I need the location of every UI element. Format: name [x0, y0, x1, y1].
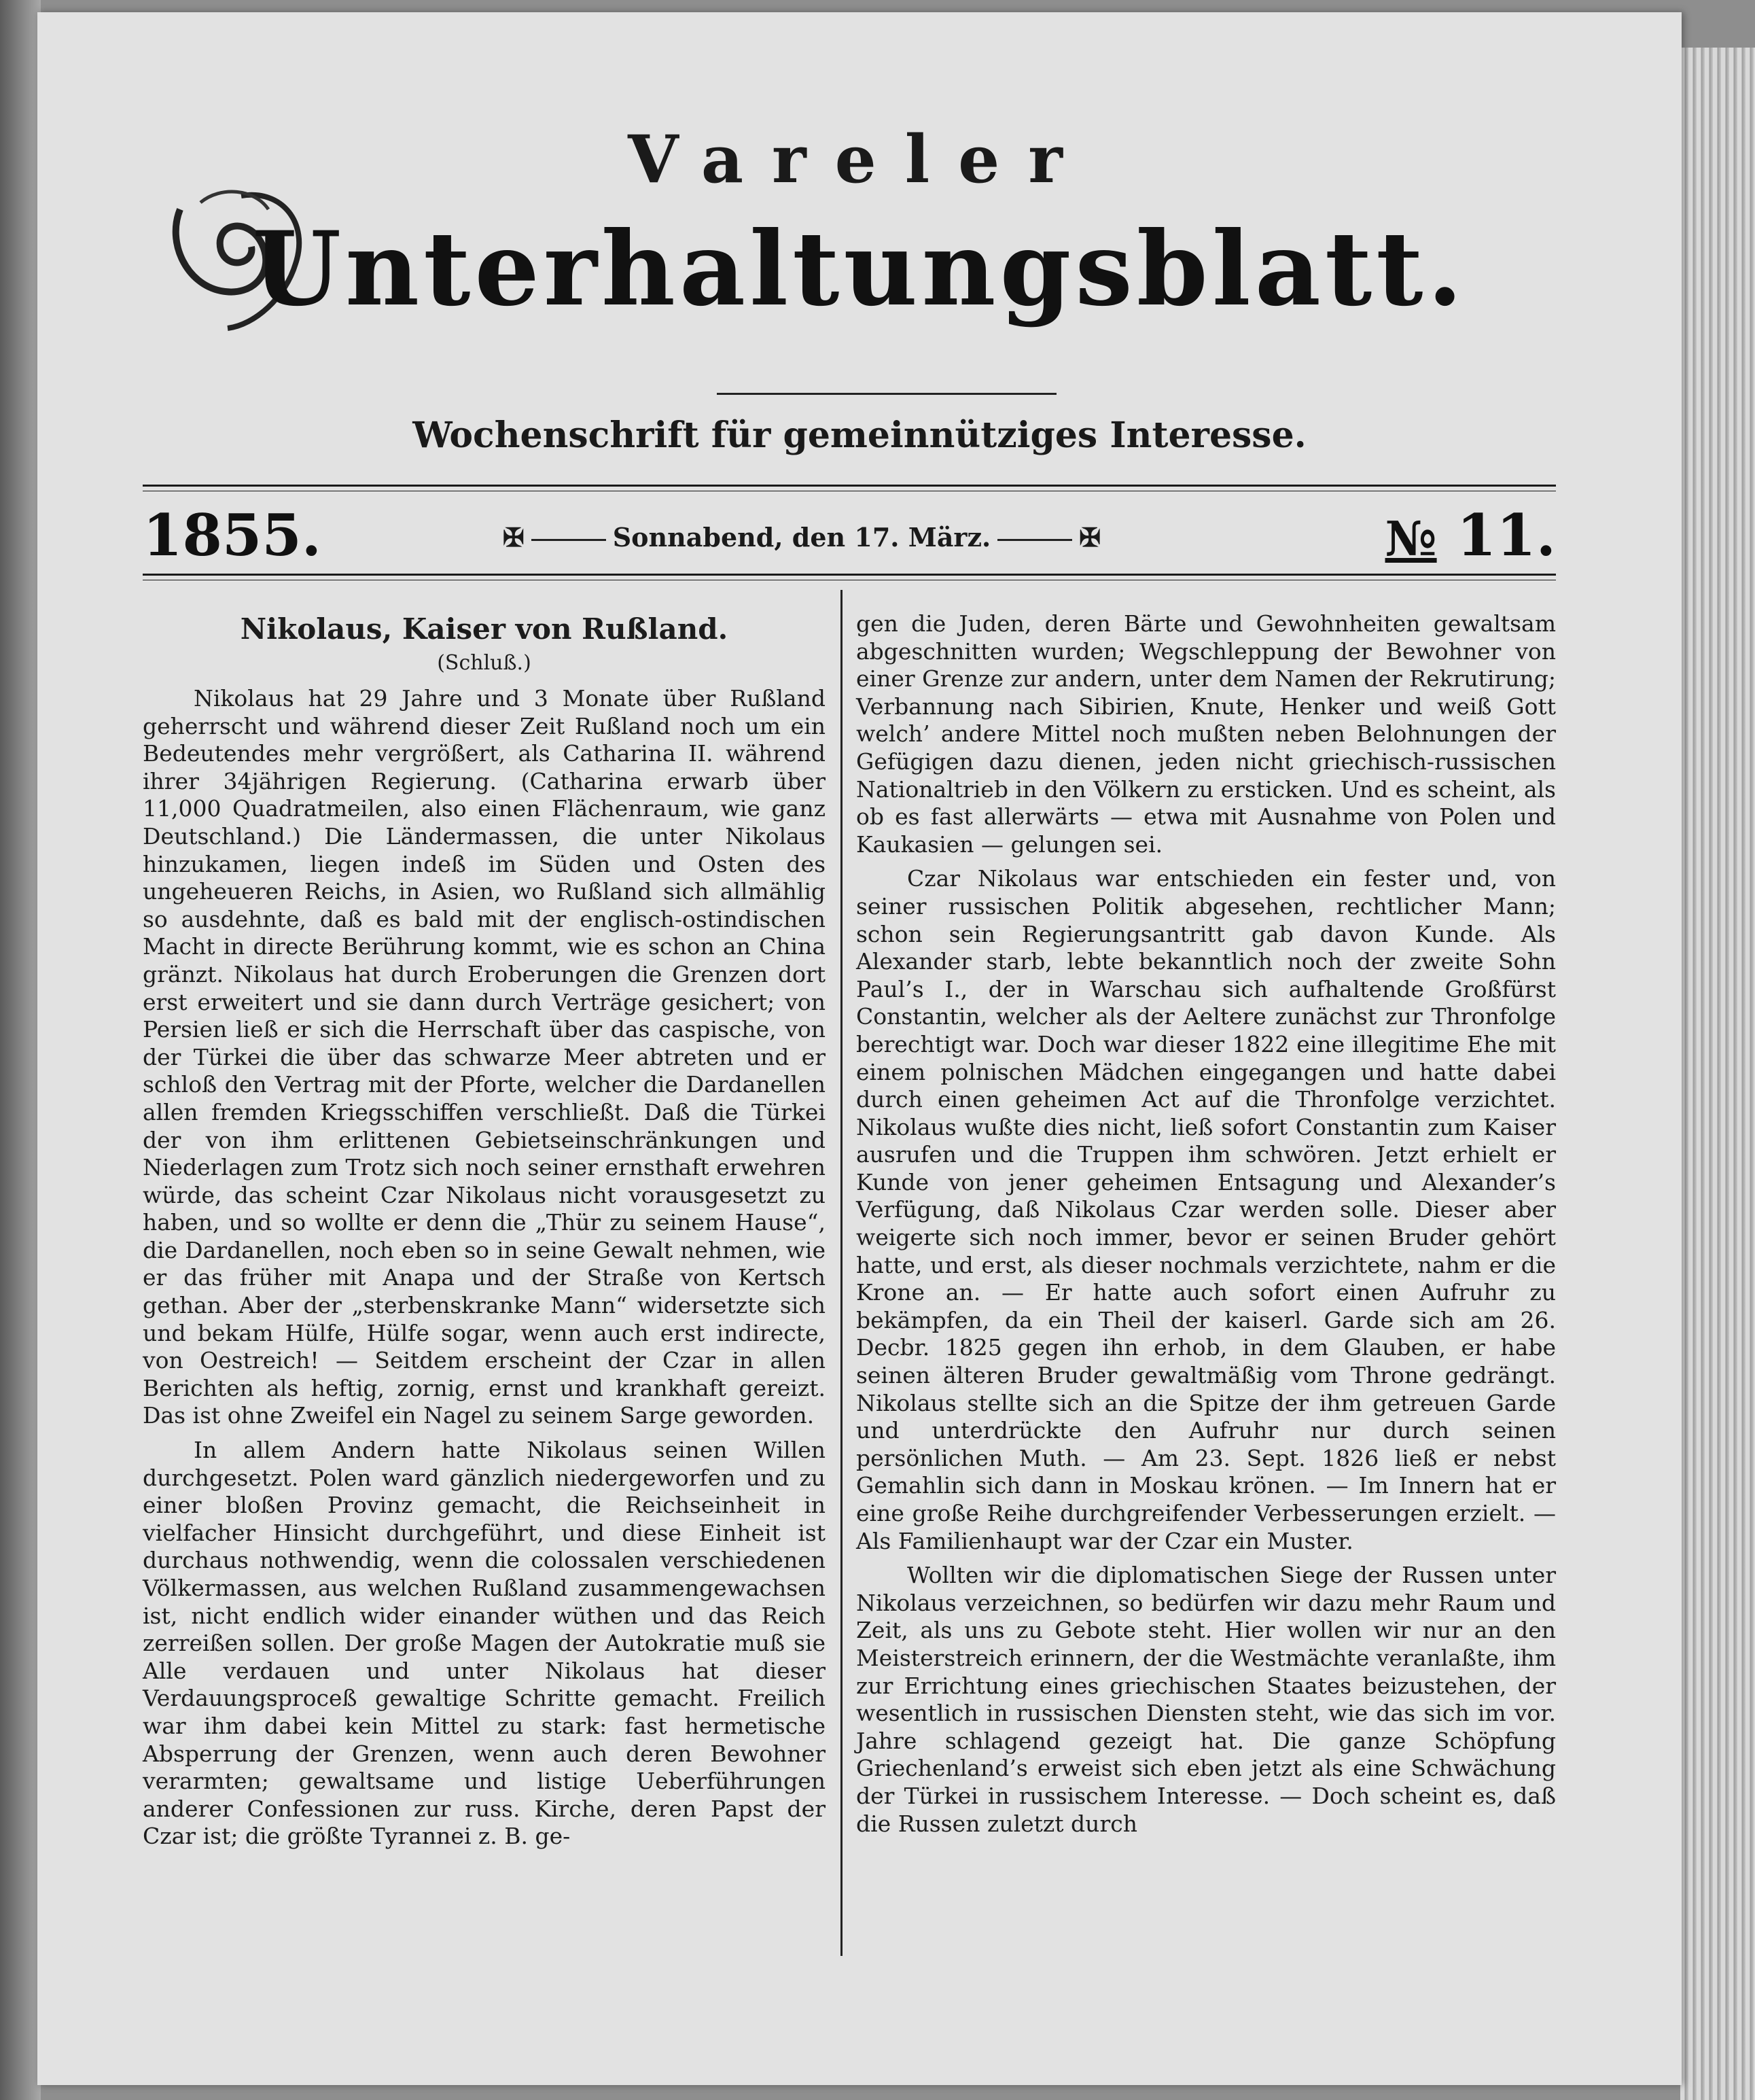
paragraph: Czar Nikolaus war entschieden ein fester und, von seiner russischen Politik abgesehen, rechtlicher Mann; schon sein Regierungsantritt gab davon Kunde. Als Alexander starb, lebte bekanntlich noch der zweite Sohn Paul’s I., der in Warschau sich aufhaltende Großfürst Constantin, welcher als der Aeltere zunächst zur Thronfolge berechtigt war. Doch war dieser 1822 eine illegitime Ehe mit einem polnischen Mädchen eingegangen und hatte dabei durch einen geheimen Act auf die Thronfolge verzichtet. Nikolaus wußte dies nicht, ließ sofort Constantin zum Kaiser ausrufen und die Truppen ihm schwören. Jetzt erhielt er Kunde von jener geheimen Entsagung und Alexander’s Verfügung, daß Nikolaus Czar werden solle. Dieser aber weigerte sich noch immer, bevor er seinen Bruder gehört hatte, und erst, als dieser nochmals verzichtete, nahm er die Krone an. — Er hatte auch sofort einen Aufruhr zu bekämpfen, da ein Theil der kaiserl. Garde sich am 26. Decbr. 1825 gegen ihn erhob, in dem Glauben, er habe seinen älteren Bruder gewaltmäßig vom Throne gedrängt. Nikolaus stellte sich an die Spitze der ihm getreuen Garde und unterdrückte den Aufruhr nur durch seinen persönlichen Muth. — Am 23. Sept. 1826 ließ er nebst Gemahlin sich dann in Moskau krönen. — Im Innern hat er eine große Reihe durchgreifender Verbesserungen erzielt. — Als Familienhaupt war der Czar ein Muster.	[856, 865, 1556, 1554]
paragraph: Wollten wir die diplomatischen Siege der Russen unter Nikolaus verzeichnen, so bedürfen wir dazu mehr Raum und Zeit, als uns zu Gebote steht. Hier wollen wir nur an den Meisterstreich erinnern, der die Westmächte veranlaßte, ihm zur Errichtung eines griechischen Staates beizustehen, der wesentlich in russischen Diensten steht, wie das sich im vor. Jahre schlagend gezeigt hat. Die ganze Schöpfung Griechenland’s erweist sich eben jetzt als eine Schwächung der Türkei in russischem Interesse. — Doch scheint es, daß die Russen zuletzt durch	[856, 1562, 1556, 1837]
issue-number-value: 11.	[1456, 502, 1556, 569]
masthead-title: Unterhaltungsblatt.	[252, 209, 1467, 329]
issue-year: 1855.	[143, 502, 322, 569]
masthead-city: Vareler	[628, 121, 1091, 198]
issue-number-prefix: №	[1385, 510, 1437, 567]
paragraph: gen die Juden, deren Bärte und Gewohnheiten gewaltsam abgeschnitten wurden; Wegschleppung der Bewohner von einer Grenze zur andern, unter dem Namen der Rekrutirung; Verbannung nach Sibirien, Knute, Henker und weiß Gott welch’ andere Mittel noch mußten neben Belohnungen der Gefügigen dazu dienen, jeden nicht griechisch-russischen Nationaltrieb in den Völkern zu ersticken. Und es scheint, als ob es fast allerwärts — etwa mit Ausnahme von Polen und Kaukasien — gelungen sei.	[856, 610, 1556, 858]
column-divider	[840, 590, 843, 1956]
newspaper-page	[37, 12, 1682, 2085]
left-column	[143, 610, 826, 1851]
right-column	[856, 610, 1556, 1838]
ornament-right-icon: ✠	[1079, 522, 1101, 553]
issue-number	[1385, 502, 1556, 569]
ornament-left-icon: ✠	[502, 522, 525, 553]
book-gutter-shadow	[0, 0, 41, 2100]
issue-date: Sonnabend, den 17. März.	[612, 522, 991, 553]
dash-left	[531, 539, 606, 541]
dateline-top-rule	[143, 485, 1556, 491]
masthead-subtitle: Wochenschrift für gemeinnütziges Interesse.	[412, 415, 1307, 456]
issue-date-line	[394, 522, 1209, 553]
dateline-bottom-rule	[143, 574, 1556, 580]
page-stack-edges	[1680, 48, 1755, 2100]
right-column-text	[856, 610, 1556, 1838]
paragraph: Nikolaus hat 29 Jahre und 3 Monate über Rußland geherrscht und während dieser Zeit Rußland noch um ein Bedeutendes mehr vergrößert, als Catharina II. während ihrer 34jährigen Regierung. (Catharina erwarb über 11,000 Quadratmeilen, also einen Flächenraum, wie ganz Deutschland.) Die Ländermassen, die unter Nikolaus hinzukamen, liegen indeß im Süden und Osten des ungeheueren Reichs, in Asien, wo Rußland sich allmählig so ausdehnte, daß es bald mit der englisch-ostindischen Macht in directe Berührung kommt, wie es schon an China gränzt. Nikolaus hat durch Eroberungen die Grenzen dort erst erweitert und sie dann durch Verträge gesichert; von Persien ließ er sich die Herrschaft über das caspische, von der Türkei die über das schwarze Meer abtreten und er schloß den Vertrag mit der Pforte, welcher die Dardanellen allen fremden Kriegsschiffen verschließt. Daß die Türkei der von ihm erlittenen Gebietseinschränkungen und Niederlagen zum Trotz sich noch seiner ernsthaft erwehren würde, das scheint Czar Nikolaus nicht vorausgesetzt zu haben, und so wollte er denn die „Thür zu seinem Hause“, die Dardanellen, noch eben so in seine Gewalt nehmen, wie er das früher mit Anapa und der Straße von Kertsch gethan. Aber der „sterbenskranke Mann“ widersetzte sich und bekam Hülfe, Hülfe sogar, wenn auch erst indirecte, von Oestreich! — Seitdem erscheint der Czar in allen Berichten als heftig, zornig, ernst und krankhaft gereizt. Das ist ohne Zweifel ein Nagel zu seinem Sarge geworden.	[143, 685, 826, 1429]
dash-right	[997, 539, 1072, 541]
left-column-text	[143, 685, 826, 1851]
article-subtitle: (Schluß.)	[437, 651, 531, 675]
article-title: Nikolaus, Kaiser von Rußland.	[240, 612, 728, 646]
dateline	[143, 502, 1556, 576]
paragraph: In allem Andern hatte Nikolaus seinen Willen durchgesetzt. Polen ward gänzlich niedergeworfen und zu einer bloßen Provinz gemacht, die Reichseinheit in vielfacher Hinsicht durchgeführt, und diese Einheit ist durchaus nothwendig, wenn die colossalen verschiedenen Völkermassen, aus welchen Rußland zusammengewachsen ist, nicht endlich wider einander wüthen und das Reich zerreißen sollen. Der große Magen der Autokratie muß sie Alle verdauen und unter Nikolaus hat dieser Verdauungsproceß gewaltige Schritte gemacht. Freilich war ihm dabei kein Mittel zu stark: fast hermetische Absperrung der Grenzen, wenn auch deren Bewohner verarmten; gewaltsame und listige Ueberführungen anderer Confessionen zur russ. Kirche, deren Papst der Czar ist; die größte Tyrannei z. B. ge-	[143, 1437, 826, 1850]
masthead-divider	[717, 393, 1057, 395]
